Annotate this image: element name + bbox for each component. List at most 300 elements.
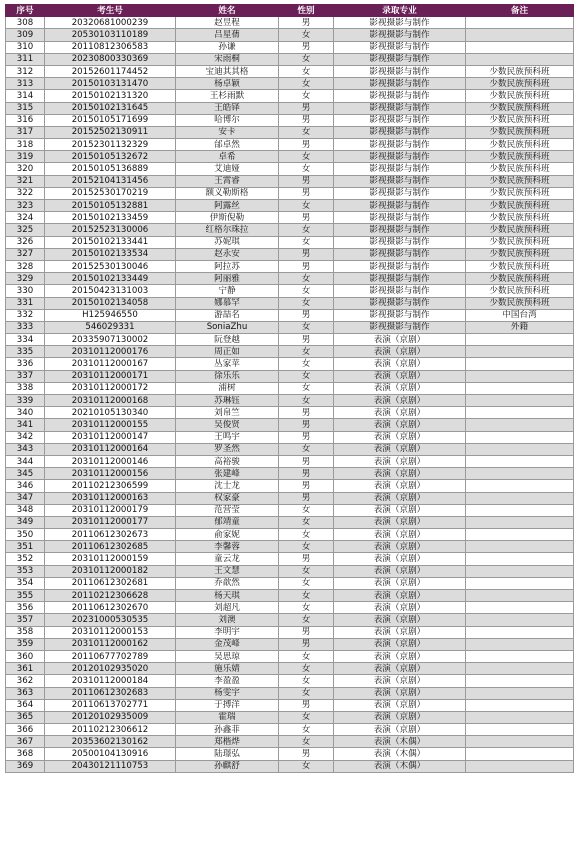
note-cell (466, 480, 574, 492)
gender-cell: 男 (279, 455, 334, 467)
note-cell: 少数民族预科班 (466, 78, 574, 90)
exam-id-cell: 20110612302681 (45, 577, 176, 589)
row-no: 334 (6, 334, 45, 346)
note-cell: 少数民族预科班 (466, 236, 574, 248)
table-row (6, 78, 574, 90)
gender-cell: 男 (279, 187, 334, 199)
row-no: 346 (6, 480, 45, 492)
exam-id-cell: 20353602130162 (45, 736, 176, 748)
row-no: 344 (6, 455, 45, 467)
name-cell: 阿露丝 (176, 200, 279, 212)
major-cell: 表演（京剧） (334, 419, 466, 431)
table-row (6, 699, 574, 711)
exam-id-cell: 20110612302673 (45, 529, 176, 541)
gender-cell: 女 (279, 200, 334, 212)
table-row (6, 114, 574, 126)
row-no: 366 (6, 724, 45, 736)
exam-id-cell: 20150103131470 (45, 78, 176, 90)
exam-id-cell: 20500104130916 (45, 748, 176, 760)
name-cell: 刘帛竺 (176, 407, 279, 419)
gender-cell: 女 (279, 760, 334, 772)
major-cell: 影视摄影与制作 (334, 309, 466, 321)
major-cell: 影视摄影与制作 (334, 175, 466, 187)
table-row (6, 139, 574, 151)
name-cell: 罗圣然 (176, 443, 279, 455)
note-cell: 少数民族预科班 (466, 273, 574, 285)
exam-id-cell: 20310112000153 (45, 626, 176, 638)
table-row (6, 590, 574, 602)
major-cell: 影视摄影与制作 (334, 139, 466, 151)
major-cell: 影视摄影与制作 (334, 260, 466, 272)
row-no: 321 (6, 175, 45, 187)
table-row (6, 297, 574, 309)
major-cell: 表演（京剧） (334, 687, 466, 699)
exam-id-cell: 20152523130006 (45, 224, 176, 236)
gender-cell: 女 (279, 541, 334, 553)
row-no: 360 (6, 650, 45, 662)
note-cell (466, 614, 574, 626)
table-row (6, 321, 574, 333)
row-no: 348 (6, 504, 45, 516)
major-cell: 表演（京剧） (334, 711, 466, 723)
exam-id-cell: 20152601174452 (45, 65, 176, 77)
table-row (6, 395, 574, 407)
gender-cell: 女 (279, 285, 334, 297)
note-cell: 少数民族预科班 (466, 114, 574, 126)
gender-cell: 男 (279, 114, 334, 126)
major-cell: 影视摄影与制作 (334, 90, 466, 102)
note-cell (466, 455, 574, 467)
gender-cell: 女 (279, 126, 334, 138)
exam-id-cell: 20310112000182 (45, 565, 176, 577)
major-cell: 影视摄影与制作 (334, 285, 466, 297)
name-cell: 李盈盈 (176, 675, 279, 687)
major-cell: 影视摄影与制作 (334, 78, 466, 90)
gender-cell: 男 (279, 139, 334, 151)
name-cell: 浦树 (176, 382, 279, 394)
exam-id-cell: 20110613702771 (45, 699, 176, 711)
gender-cell: 男 (279, 41, 334, 53)
note-cell (466, 687, 574, 699)
gender-cell: 女 (279, 358, 334, 370)
name-cell: 杨天琪 (176, 590, 279, 602)
exam-id-cell: 20150102133449 (45, 273, 176, 285)
row-no: 319 (6, 151, 45, 163)
major-cell: 表演（京剧） (334, 480, 466, 492)
note-cell (466, 650, 574, 662)
note-cell (466, 382, 574, 394)
name-cell: 孙麒舒 (176, 760, 279, 772)
exam-id-cell: 20152530170219 (45, 187, 176, 199)
row-no: 357 (6, 614, 45, 626)
major-cell: 影视摄影与制作 (334, 126, 466, 138)
major-cell: 表演（木偶） (334, 748, 466, 760)
name-cell: 王杉雨默 (176, 90, 279, 102)
gender-cell: 女 (279, 736, 334, 748)
table-row (6, 455, 574, 467)
exam-id-cell: 20152530130046 (45, 260, 176, 272)
major-cell: 表演（京剧） (334, 650, 466, 662)
row-no: 338 (6, 382, 45, 394)
table-row (6, 17, 574, 29)
gender-cell: 女 (279, 321, 334, 333)
gender-cell: 女 (279, 273, 334, 285)
name-cell: 吴俊贤 (176, 419, 279, 431)
major-cell: 表演（京剧） (334, 468, 466, 480)
table-body (6, 17, 574, 773)
exam-id-cell: 20110212306612 (45, 724, 176, 736)
row-no: 350 (6, 529, 45, 541)
table-row (6, 553, 574, 565)
row-no: 317 (6, 126, 45, 138)
major-cell: 表演（京剧） (334, 541, 466, 553)
gender-cell: 女 (279, 675, 334, 687)
major-cell: 表演（京剧） (334, 565, 466, 577)
table-row (6, 468, 574, 480)
row-no: 343 (6, 443, 45, 455)
table-row (6, 541, 574, 553)
exam-id-cell: 20430121110753 (45, 760, 176, 772)
major-cell: 表演（京剧） (334, 382, 466, 394)
gender-cell: 女 (279, 297, 334, 309)
gender-cell: 女 (279, 504, 334, 516)
exam-id-cell: 20110212306628 (45, 590, 176, 602)
table-row (6, 200, 574, 212)
row-no: 311 (6, 53, 45, 65)
row-no: 359 (6, 638, 45, 650)
note-cell (466, 602, 574, 614)
admission-table (5, 4, 574, 773)
name-cell: 童云龙 (176, 553, 279, 565)
gender-cell: 女 (279, 65, 334, 77)
name-cell: 丛家苹 (176, 358, 279, 370)
note-cell (466, 760, 574, 772)
note-cell (466, 53, 574, 65)
name-cell: 周正如 (176, 346, 279, 358)
name-cell: 安卡 (176, 126, 279, 138)
major-cell: 表演（京剧） (334, 346, 466, 358)
column-header-major: 录取专业 (334, 5, 466, 17)
row-no: 331 (6, 297, 45, 309)
gender-cell: 男 (279, 699, 334, 711)
exam-id-cell: 20120102935009 (45, 711, 176, 723)
major-cell: 影视摄影与制作 (334, 163, 466, 175)
gender-cell: 男 (279, 102, 334, 114)
exam-id-cell: 20110212306599 (45, 480, 176, 492)
major-cell: 表演（京剧） (334, 492, 466, 504)
column-header-exam-id: 考生号 (45, 5, 176, 17)
name-cell: 张建峰 (176, 468, 279, 480)
name-cell: 杨雯宇 (176, 687, 279, 699)
row-no: 364 (6, 699, 45, 711)
gender-cell: 男 (279, 468, 334, 480)
major-cell: 表演（京剧） (334, 577, 466, 589)
name-cell: 王鸣宇 (176, 431, 279, 443)
note-cell (466, 724, 574, 736)
note-cell: 少数民族预科班 (466, 126, 574, 138)
name-cell: 范营莹 (176, 504, 279, 516)
note-cell (466, 443, 574, 455)
gender-cell: 女 (279, 602, 334, 614)
exam-id-cell: 20310112000155 (45, 419, 176, 431)
name-cell: 孙鑫菲 (176, 724, 279, 736)
name-cell: 李明宇 (176, 626, 279, 638)
table-row (6, 260, 574, 272)
table-row (6, 212, 574, 224)
exam-id-cell: 20150102133459 (45, 212, 176, 224)
note-cell (466, 663, 574, 675)
table-row (6, 187, 574, 199)
major-cell: 表演（京剧） (334, 431, 466, 443)
major-cell: 影视摄影与制作 (334, 17, 466, 29)
name-cell: 阿拉苏 (176, 260, 279, 272)
major-cell: 表演（京剧） (334, 602, 466, 614)
gender-cell: 男 (279, 260, 334, 272)
row-no: 349 (6, 516, 45, 528)
major-cell: 影视摄影与制作 (334, 187, 466, 199)
exam-id-cell: 20530103110189 (45, 29, 176, 41)
row-no: 332 (6, 309, 45, 321)
major-cell: 表演（京剧） (334, 724, 466, 736)
table-row (6, 504, 574, 516)
gender-cell: 女 (279, 78, 334, 90)
table-row (6, 565, 574, 577)
row-no: 314 (6, 90, 45, 102)
major-cell: 影视摄影与制作 (334, 65, 466, 77)
gender-cell: 女 (279, 224, 334, 236)
gender-cell: 男 (279, 212, 334, 224)
major-cell: 影视摄影与制作 (334, 53, 466, 65)
note-cell (466, 29, 574, 41)
major-cell: 表演（京剧） (334, 334, 466, 346)
table-row (6, 736, 574, 748)
row-no: 367 (6, 736, 45, 748)
major-cell: 影视摄影与制作 (334, 297, 466, 309)
major-cell: 影视摄影与制作 (334, 212, 466, 224)
gender-cell: 男 (279, 419, 334, 431)
note-cell (466, 346, 574, 358)
note-cell (466, 626, 574, 638)
gender-cell: 女 (279, 236, 334, 248)
row-no: 312 (6, 65, 45, 77)
gender-cell: 男 (279, 175, 334, 187)
note-cell (466, 419, 574, 431)
table-row (6, 53, 574, 65)
row-no: 358 (6, 626, 45, 638)
note-cell (466, 370, 574, 382)
row-no: 323 (6, 200, 45, 212)
table-row (6, 638, 574, 650)
row-no: 322 (6, 187, 45, 199)
major-cell: 影视摄影与制作 (334, 321, 466, 333)
note-cell (466, 468, 574, 480)
note-cell (466, 736, 574, 748)
table-row (6, 687, 574, 699)
major-cell: 表演（木偶） (334, 736, 466, 748)
exam-id-cell: 20310112000163 (45, 492, 176, 504)
column-header-note: 备注 (466, 5, 574, 17)
major-cell: 表演（京剧） (334, 370, 466, 382)
name-cell: 孙谦 (176, 41, 279, 53)
major-cell: 影视摄影与制作 (334, 273, 466, 285)
name-cell: 娜慕罕 (176, 297, 279, 309)
note-cell: 少数民族预科班 (466, 90, 574, 102)
gender-cell: 女 (279, 346, 334, 358)
name-cell: 伊斯倪勒 (176, 212, 279, 224)
major-cell: 表演（京剧） (334, 638, 466, 650)
major-cell: 影视摄影与制作 (334, 102, 466, 114)
table-row (6, 516, 574, 528)
gender-cell: 男 (279, 638, 334, 650)
table-row (6, 626, 574, 638)
note-cell (466, 590, 574, 602)
major-cell: 影视摄影与制作 (334, 248, 466, 260)
column-header-gender: 性别 (279, 5, 334, 17)
gender-cell: 女 (279, 443, 334, 455)
row-no: 329 (6, 273, 45, 285)
major-cell: 表演（京剧） (334, 455, 466, 467)
gender-cell: 女 (279, 724, 334, 736)
gender-cell: 女 (279, 650, 334, 662)
name-cell: 吴思琼 (176, 650, 279, 662)
row-no: 353 (6, 565, 45, 577)
note-cell (466, 334, 574, 346)
name-cell: 权家豪 (176, 492, 279, 504)
name-cell: 王皓铎 (176, 102, 279, 114)
name-cell: 乔歆然 (176, 577, 279, 589)
note-cell: 少数民族预科班 (466, 151, 574, 163)
gender-cell: 女 (279, 370, 334, 382)
table-row (6, 650, 574, 662)
name-cell: 俞家妮 (176, 529, 279, 541)
name-cell: 杨卓颖 (176, 78, 279, 90)
row-no: 328 (6, 260, 45, 272)
row-no: 336 (6, 358, 45, 370)
note-cell: 少数民族预科班 (466, 297, 574, 309)
row-no: 327 (6, 248, 45, 260)
note-cell: 少数民族预科班 (466, 102, 574, 114)
note-cell (466, 17, 574, 29)
row-no: 363 (6, 687, 45, 699)
note-cell (466, 492, 574, 504)
name-cell: 苏琳钰 (176, 395, 279, 407)
table-row (6, 346, 574, 358)
name-cell: 郁靖童 (176, 516, 279, 528)
row-no: 335 (6, 346, 45, 358)
gender-cell: 女 (279, 565, 334, 577)
row-no: 356 (6, 602, 45, 614)
note-cell (466, 565, 574, 577)
name-cell: 郑楷烨 (176, 736, 279, 748)
name-cell: 哈博尔 (176, 114, 279, 126)
name-cell: 游喆名 (176, 309, 279, 321)
table-row (6, 236, 574, 248)
note-cell (466, 395, 574, 407)
row-no: 362 (6, 675, 45, 687)
gender-cell: 女 (279, 53, 334, 65)
admission-list (5, 4, 574, 773)
table-row (6, 602, 574, 614)
gender-cell: 男 (279, 480, 334, 492)
exam-id-cell: 20150102133441 (45, 236, 176, 248)
gender-cell: 女 (279, 529, 334, 541)
exam-id-cell: 20150102131320 (45, 90, 176, 102)
gender-cell: 男 (279, 626, 334, 638)
gender-cell: 女 (279, 151, 334, 163)
table-row (6, 248, 574, 260)
name-cell: 阮登越 (176, 334, 279, 346)
major-cell: 影视摄影与制作 (334, 200, 466, 212)
major-cell: 表演（京剧） (334, 395, 466, 407)
note-cell (466, 553, 574, 565)
row-no: 325 (6, 224, 45, 236)
name-cell: 额义勒斯格 (176, 187, 279, 199)
table-row (6, 126, 574, 138)
note-cell: 少数民族预科班 (466, 212, 574, 224)
table-row (6, 614, 574, 626)
exam-id-cell: 20310112000172 (45, 382, 176, 394)
gender-cell: 男 (279, 492, 334, 504)
row-no: 355 (6, 590, 45, 602)
row-no: 361 (6, 663, 45, 675)
name-cell: 徐乐乐 (176, 370, 279, 382)
note-cell (466, 41, 574, 53)
exam-id-cell: 20310112000171 (45, 370, 176, 382)
note-cell: 少数民族预科班 (466, 65, 574, 77)
note-cell (466, 675, 574, 687)
table-row (6, 711, 574, 723)
name-cell: 红格尔珠拉 (176, 224, 279, 236)
row-no: 310 (6, 41, 45, 53)
exam-id-cell: 20310112000168 (45, 395, 176, 407)
gender-cell: 男 (279, 248, 334, 260)
exam-id-cell: 20110812306583 (45, 41, 176, 53)
exam-id-cell: 20150102133534 (45, 248, 176, 260)
name-cell: 沈士龙 (176, 480, 279, 492)
note-cell (466, 407, 574, 419)
table-header (6, 5, 574, 17)
gender-cell: 男 (279, 309, 334, 321)
exam-id-cell: 20152104131456 (45, 175, 176, 187)
table-row (6, 41, 574, 53)
gender-cell: 女 (279, 590, 334, 602)
table-row (6, 431, 574, 443)
note-cell (466, 504, 574, 516)
gender-cell: 男 (279, 334, 334, 346)
major-cell: 表演（京剧） (334, 663, 466, 675)
note-cell (466, 529, 574, 541)
note-cell: 少数民族预科班 (466, 163, 574, 175)
note-cell (466, 541, 574, 553)
major-cell: 影视摄影与制作 (334, 236, 466, 248)
note-cell (466, 711, 574, 723)
gender-cell: 男 (279, 431, 334, 443)
row-no: 333 (6, 321, 45, 333)
exam-id-cell: 20152301132329 (45, 139, 176, 151)
major-cell: 表演（京剧） (334, 699, 466, 711)
row-no: 354 (6, 577, 45, 589)
major-cell: 影视摄影与制作 (334, 29, 466, 41)
exam-id-cell: 546029331 (45, 321, 176, 333)
row-no: 320 (6, 163, 45, 175)
table-row (6, 309, 574, 321)
row-no: 318 (6, 139, 45, 151)
table-row (6, 273, 574, 285)
row-no: 368 (6, 748, 45, 760)
table-row (6, 370, 574, 382)
name-cell: 赵永安 (176, 248, 279, 260)
name-cell: 王文慧 (176, 565, 279, 577)
